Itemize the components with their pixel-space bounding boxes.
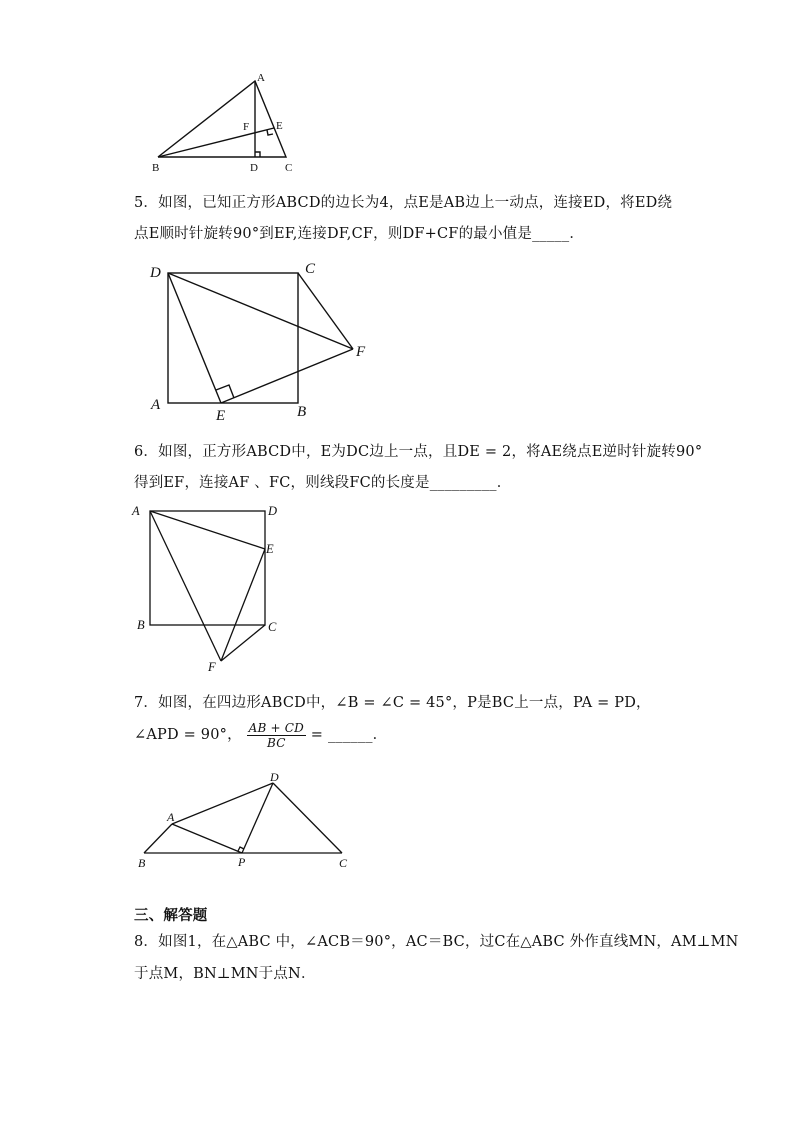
fig5-label-f: F [356, 344, 366, 360]
q7-text-line2 [134, 720, 387, 750]
q5-text-line1: 5．如图，已知正方形ABCD的边长为4，点E是AB边上一动点，连接ED，将ED绕 [134, 195, 673, 211]
fig5-label-b: B [297, 404, 307, 420]
section-title: 三、解答题 [134, 908, 208, 924]
fig4-label-d: D [250, 162, 258, 174]
fig5-label-a: A [151, 397, 161, 413]
q7-fraction [247, 721, 306, 750]
fig6-label-c: C [268, 620, 277, 634]
q8-text-line1: 8．如图1，在△ABC 中，∠ACB＝90°，AC＝BC，过C在△ABC 外作直线MN，AM⊥MN [134, 934, 739, 950]
q8-text-line2: 于点M，BN⊥MN于点N． [134, 966, 316, 982]
fig4-label-f: F [243, 121, 250, 133]
fig6-label-d: D [268, 504, 278, 518]
q6-text-line2: 得到EF，连接AF 、FC，则线段FC的长度是_________． [134, 475, 512, 491]
fig5-label-d: D [150, 265, 161, 281]
fig4-label-a: A [257, 72, 265, 84]
fig4-label-e: E [276, 120, 283, 132]
q7-fraction-numerator: AB + CD [248, 720, 304, 735]
fig7-label-a: A [167, 810, 175, 824]
figure-q6 [128, 500, 298, 680]
figure-q5 [145, 258, 385, 423]
fig7-label-d: D [270, 770, 279, 784]
q7-answer-blank: = ______． [310, 727, 388, 743]
fig6-label-f: F [208, 660, 216, 674]
fig6-label-a: A [132, 504, 140, 518]
q7-text-line1: 7．如图，在四边形ABCD中，∠B = ∠C = 45°，P是BC上一点，PA = PD， [134, 695, 651, 711]
q6-text-line1: 6．如图，正方形ABCD中，E为DC边上一点，且DE = 2，将AE绕点E逆时针旋转90° [134, 444, 703, 460]
q7-fraction-denominator: BC [266, 735, 286, 750]
fig6-label-b: B [137, 618, 145, 632]
fig4-label-b: B [152, 162, 160, 174]
fig7-label-p: P [238, 855, 246, 869]
fig4-label-c: C [285, 162, 293, 174]
figure-q7 [130, 768, 360, 873]
fig6-label-e: E [266, 542, 274, 556]
fig5-label-e: E [216, 408, 226, 423]
fig5-label-c: C [305, 261, 316, 277]
q5-text-line2: 点E顺时针旋转90°到EF,连接DF,CF，则DF+CF的最小值是_____． [134, 226, 585, 242]
fig7-label-c: C [339, 856, 348, 870]
fig7-label-b: B [138, 856, 146, 870]
figure-q4 [150, 70, 310, 180]
q7-angle-apd: ∠APD = 90°， [134, 727, 242, 743]
